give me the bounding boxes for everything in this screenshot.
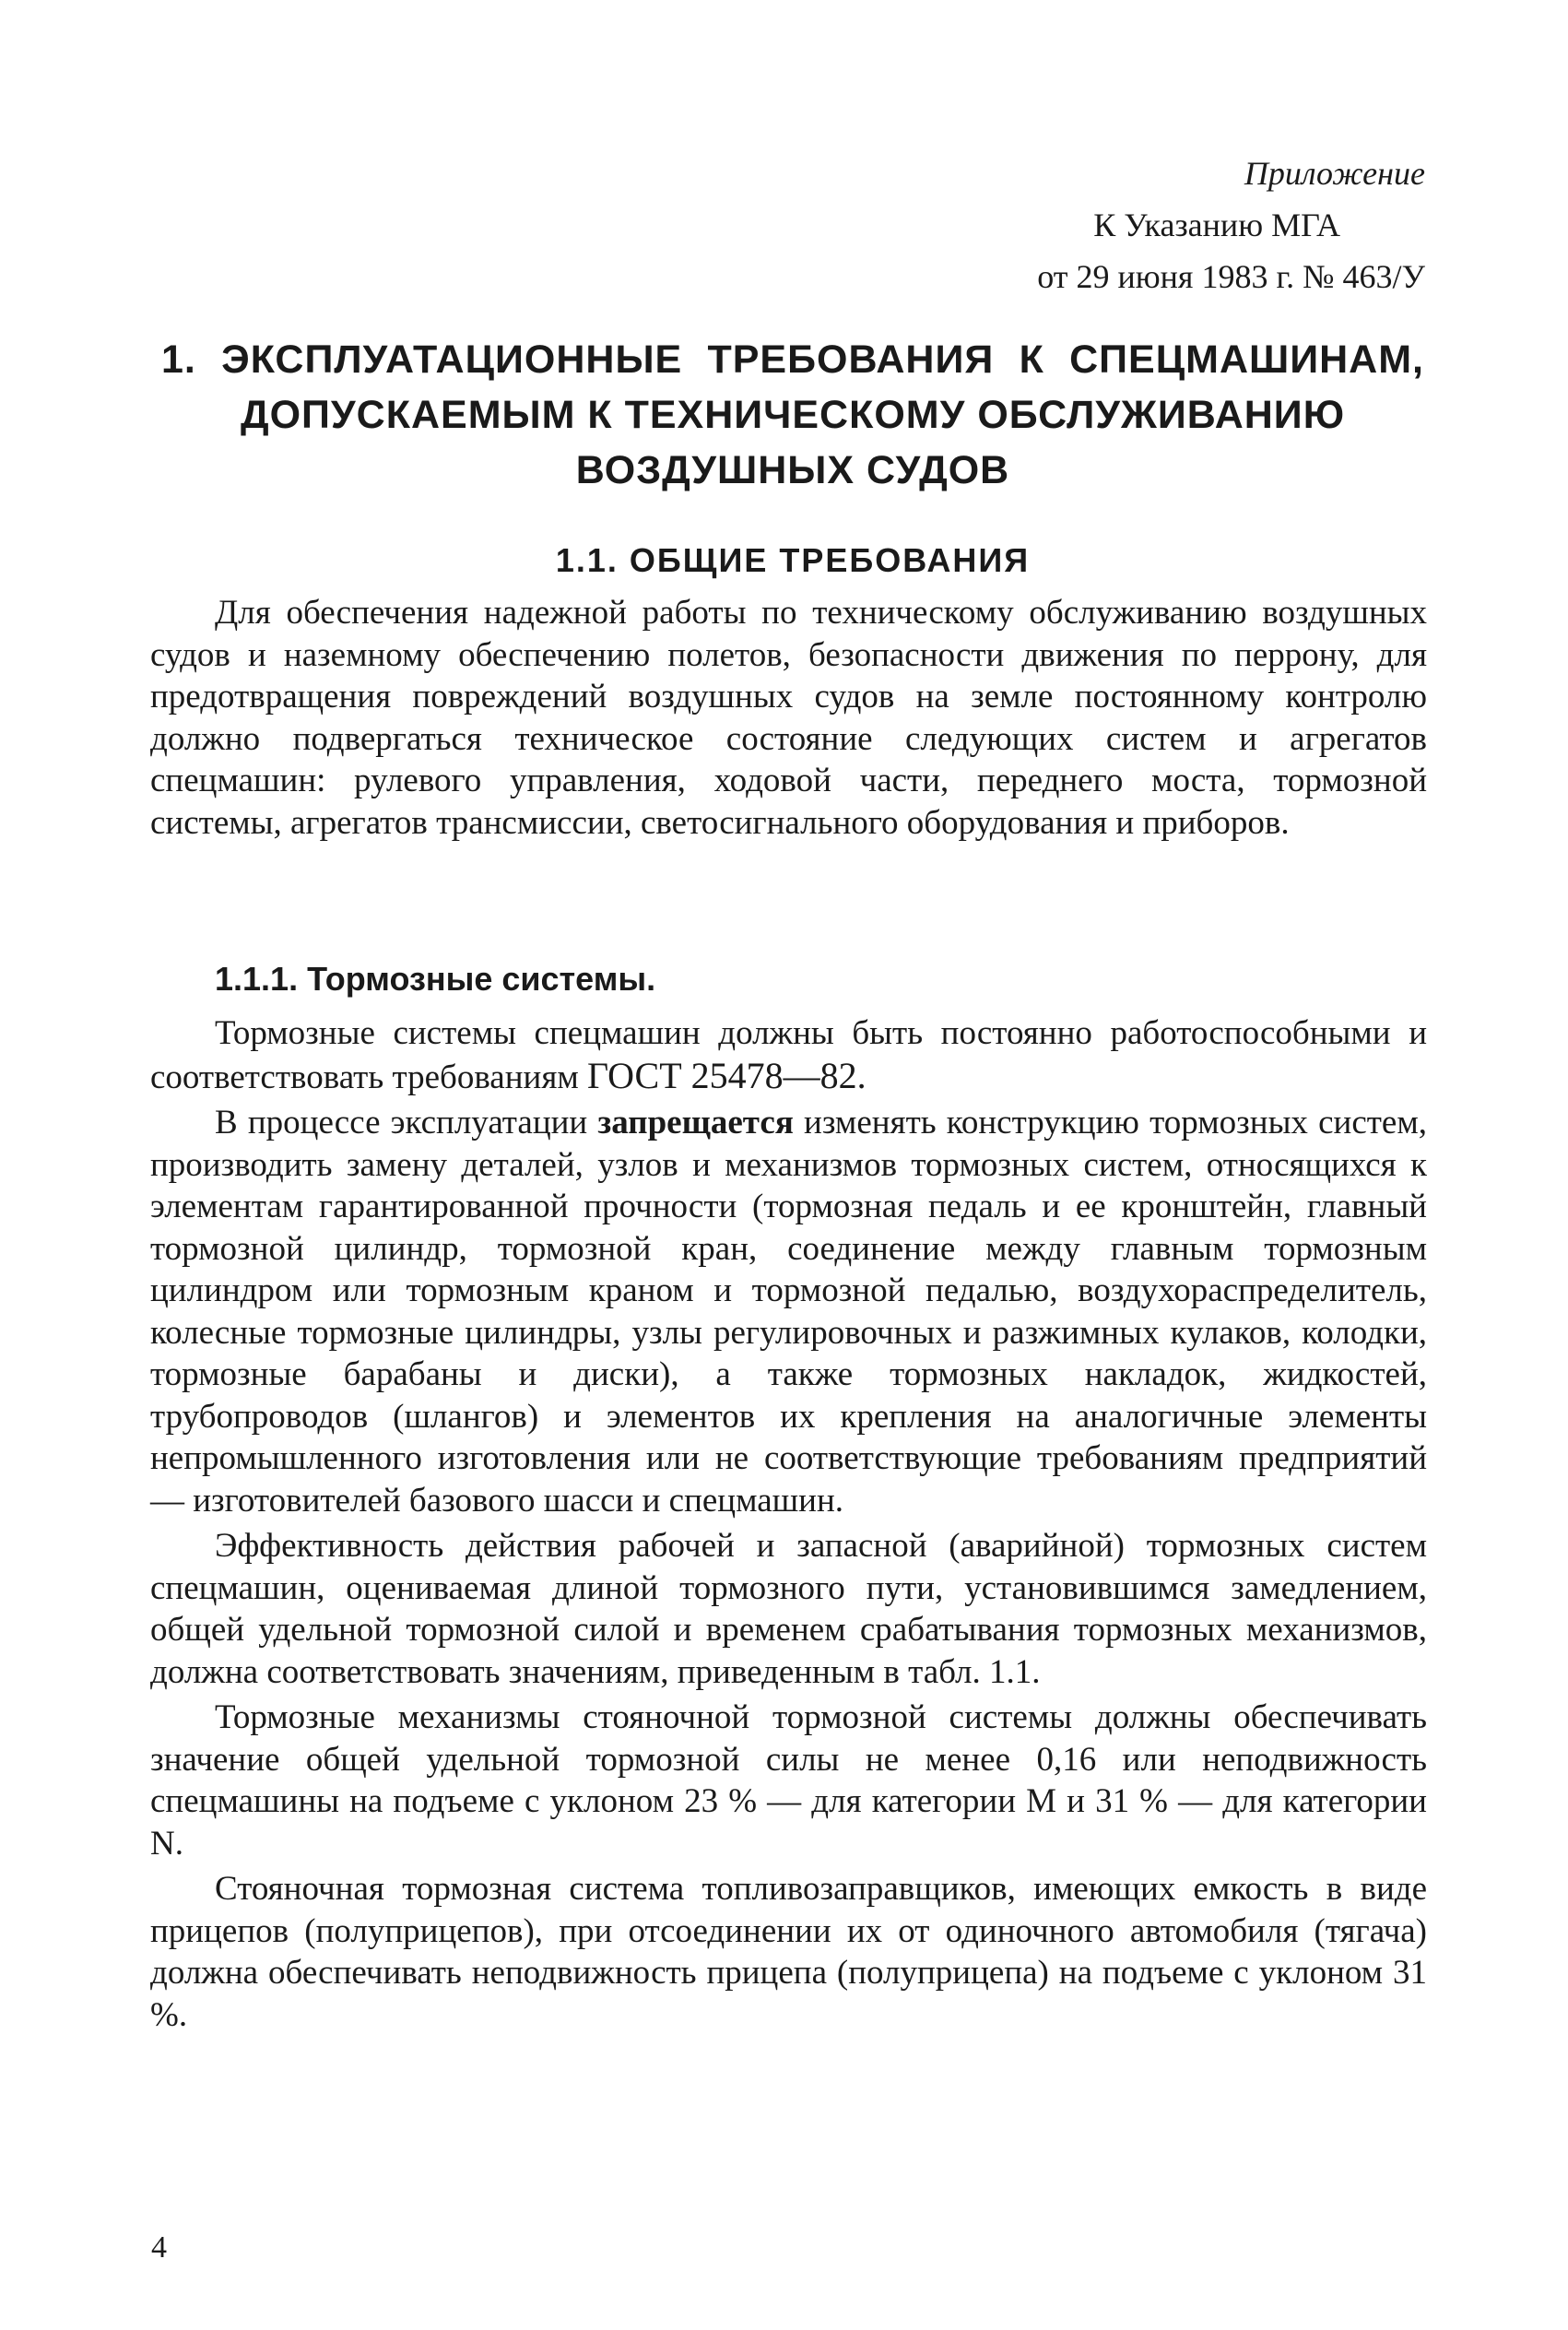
intro-block	[150, 592, 1427, 844]
paragraph-efficiency: Эффективность действия рабочей и запасной (аварийной) тормозных систем спецмашин, оцениваемая длиной тормозного пути, установившимся замедлением, общей удельной тормозной силой и временем срабатывания тормозных механизмов, должна соответствовать значениям, приведенным в табл. 1.1.	[150, 1527, 1427, 1691]
body-text	[150, 1012, 1427, 2040]
paragraph-gost-text: Тормозные системы спецмашин должны быть постоянно работоспособными и соответствовать требованиям	[150, 1014, 1427, 1096]
appendix-header	[780, 148, 1425, 302]
intro-paragraph: Для обеспечения надежной работы по техническому обслуживанию воздушных судов и наземному обеспечению полетов, безопасности движения по перрону, для предотвращения повреждений воздушных судов на земле постоянному контролю должно подвергаться техническое состояние следующих систем и агрегатов спецмашин: рулевого управления, ходовой части, переднего моста, тормозной системы, агрегатов трансмиссии, светосигнального оборудования и приборов.	[150, 594, 1427, 842]
paragraph-parking-brake: Тормозные механизмы стояночной тормозной системы должны обеспечивать значение общей удельной тормозной силы не менее 0,16 или неподвижность спецмашины на подъеме с уклоном 23 % — для категории M и 31 % — для категории N.	[150, 1698, 1427, 1863]
section-title: 1.1. ОБЩИЕ ТРЕБОВАНИЯ	[555, 541, 1031, 579]
appendix-label: Приложение	[1244, 155, 1425, 192]
appendix-date: от 29 июня 1983 г. № 463/У	[1037, 258, 1425, 295]
chapter-title	[161, 332, 1424, 498]
prohibited-keyword: запрещается	[597, 1104, 794, 1141]
paragraph-tanker-brake: Стояночная тормозная система топливозаправщиков, имеющих емкость в виде прицепов (полуприцепов), при отсоединении их от одиночного автомобиля (тягача) должна обеспечивать неподвижность прицепа (полуприцепа) на подъеме с уклоном 31 %.	[150, 1870, 1427, 2034]
chapter-title-line-1: 1. ЭКСПЛУАТАЦИОННЫЕ ТРЕБОВАНИЯ К СПЕЦМАШИНАМ,	[161, 337, 1424, 382]
paragraph-prohibitions-text: изменять конструкцию тормозных систем, производить замену деталей, узлов и механизмов тормозных систем, относящихся к элементам гарантированной прочности (тормозная педаль и ее кронштейн, главный тормозной цилиндр, тормозной кран, соединение между главным тормозным цилиндром или тормозным краном и тормозной педалью, воздухораспределитель, колесные тормозные цилиндры, узлы регулировочных и разжимных кулаков, колодки, тормозные барабаны и диски), а также тормозных накладок, жидкостей, трубопроводов (шлангов) и элементов их крепления на аналогичные элементы непромышленного изготовления или не соответствующие требованиям предприятий — изготовителей базового шасси и спецмашин.	[150, 1104, 1428, 1520]
appendix-reference: К Указанию МГА	[1093, 207, 1340, 243]
subsection-title: 1.1.1. Тормозные системы.	[215, 960, 656, 998]
chapter-title-line-3: ВОЗДУШНЫХ СУДОВ	[575, 448, 1010, 492]
chapter-title-line-2: ДОПУСКАЕМЫМ К ТЕХНИЧЕСКОМУ ОБСЛУЖИВАНИЮ	[240, 393, 1346, 437]
paragraph-prohibitions-lead: В процессе эксплуатации	[215, 1104, 588, 1141]
page-number: 4	[151, 2230, 167, 2265]
gost-reference: ГОСТ 25478—82.	[587, 1054, 867, 1096]
paragraph-gost	[150, 1012, 1427, 1098]
paragraph-prohibitions	[150, 1102, 1427, 1521]
